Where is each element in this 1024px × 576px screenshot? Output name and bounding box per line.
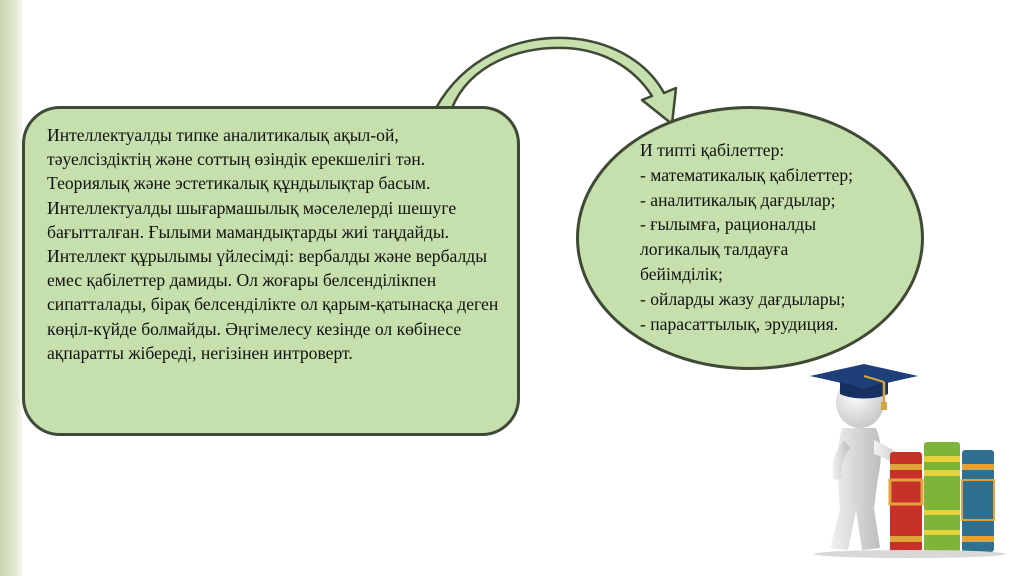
ability-item: бейімділік; bbox=[640, 263, 723, 284]
abilities-list bbox=[640, 138, 920, 336]
ability-item: - парасаттылық, эрудиция. bbox=[640, 313, 839, 334]
intellectual-type-description bbox=[22, 106, 520, 436]
graduate-with-books-icon bbox=[800, 360, 1010, 560]
abilities-title: И типті қабілеттер: bbox=[640, 140, 785, 160]
ability-item: - аналитикалық дағдылар; bbox=[640, 189, 836, 210]
ability-item: - математикалық қабілеттер; bbox=[640, 164, 854, 185]
ability-item: - ғылымға, рационалды bbox=[640, 214, 817, 235]
ability-item: - ойларды жазу дағдылары; bbox=[640, 288, 846, 309]
description-text: Интеллектуалды типке аналитикалық ақыл-ой, тәуелсіздіктің және соттың өзіндік ерекшелігі тән. Теориялық және эстетикалық құндылықтар басым. Интеллектуалды шығармашылық мәселелерді шешуге бағытталған. Ғылыми мамандықтарды жиі таңдайды. Интеллект құрылымы үйлесімді: вербалды және вербалды емес қабілеттер дамиды. Ол жоғары белсенділікпен сипатталады, бірақ белсенділікте ол қарым-қатынасқа деген көңіл-күйде болмайды. Әңгімелесу кезінде ол көбінесе ақпаратты жібереді, негізінен интроверт. bbox=[47, 125, 499, 363]
ability-item: логикалық талдауға bbox=[640, 239, 789, 260]
